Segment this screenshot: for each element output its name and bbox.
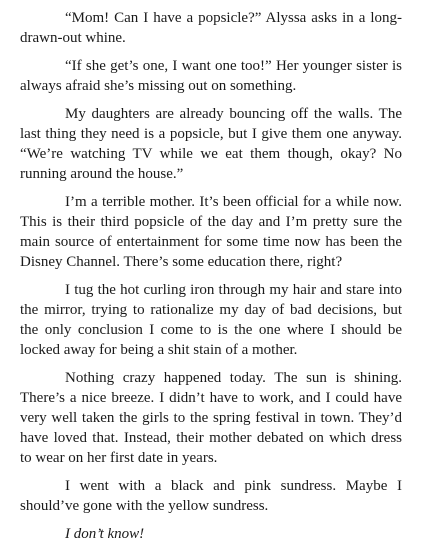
paragraph-5: I tug the hot curling iron through my hair and stare into the mirror, trying to rationalize my day of bad decisions, but the only conclusion I come to is the one where I should be locked away for being a shit stain of a mother. bbox=[20, 282, 402, 358]
paragraph-2: “If she get’s one, I want one too!” Her younger sister is always afraid she’s missing out on something. bbox=[20, 58, 402, 94]
paragraph-6: Nothing crazy happened today. The sun is shining. There’s a nice breeze. I didn’t have to work, and I could have very well taken the girls to the spring festival in town. They’d have loved that. Instead, their mother debated on which dress to wear on her first date in years. bbox=[20, 370, 402, 466]
paragraph-8-italic: I don’t know! bbox=[65, 526, 145, 542]
paragraph-7: I went with a black and pink sundress. Maybe I should’ve gone with the yellow sundress. bbox=[20, 478, 402, 514]
paragraph-3: My daughters are already bouncing off the walls. The last thing they need is a popsicle, but I give them one anyway. “We’re watching TV while we eat them though, okay? No running around the house.” bbox=[20, 106, 402, 182]
paragraph-4: I’m a terrible mother. It’s been official for a while now. This is their third popsicle of the day and I’m pretty sure the main source of entertainment for some time now has been the Disney Channel. There’s some education there, right? bbox=[20, 194, 402, 270]
paragraph-1: “Mom! Can I have a popsicle?” Alyssa asks in a long-drawn-out whine. bbox=[20, 10, 402, 46]
